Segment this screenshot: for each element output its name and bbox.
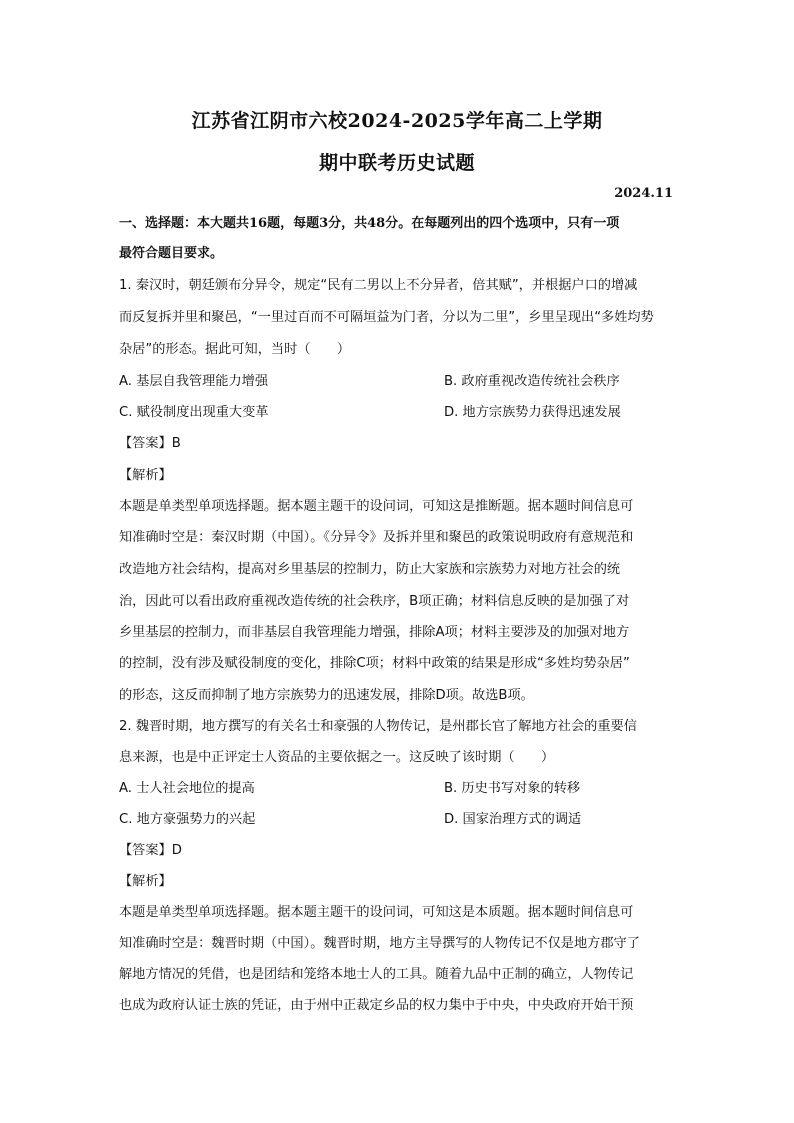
page-title: 江苏省江阴市六校2024-2025学年高二上学期: [191, 110, 603, 132]
question-1-analysis: 本题是单类型单项选择题。据本题主题干的设问词，可知这是推断题。据本题时间信息可: [119, 499, 634, 514]
question-1-option-c: C. 赋役制度出现重大变革: [119, 405, 269, 420]
question-1-option-a: A. 基层自我管理能力增强: [119, 374, 269, 389]
question-1-analysis: 知准确时空是：秦汉时期（中国）。《分异令》及拆并里和聚邑的政策说明政府有意规范和: [119, 530, 634, 545]
question-2-option-c: C. 地方豪强势力的兴起: [119, 812, 256, 827]
question-1-answer: 【答案】B: [119, 436, 181, 451]
question-1-stem: 杂居”的形态。据此可知，当时（ ）: [119, 342, 351, 357]
page-subtitle: 期中联考历史试题: [318, 152, 475, 174]
question-1-analysis: 乡里基层的控制力，而非基层自我管理能力增强，排除A项；材料主要涉及的加强对地方: [119, 625, 630, 640]
question-1-stem: 而反复拆并里和聚邑，“一里过百而不可隔垣益为门者，分以为二里”，乡里呈现出“多姓均势: [119, 310, 654, 325]
question-2-stem: 息来源，也是中正评定士人资品的主要依据之一。这反映了该时期（ ）: [119, 750, 555, 765]
question-2-analysis: 知准确时空是：魏晋时期（中国）。魏晋时期，地方主导撰写的人物传记不仅是地方郡守了: [119, 936, 640, 951]
question-1-stem: 1. 秦汉时，朝廷颁布分异令，规定“民有二男以上不分异者，倍其赋”，并根据户口的增减: [119, 278, 638, 293]
question-2-option-a: A. 士人社会地位的提高: [119, 781, 255, 796]
question-2-answer: 【答案】D: [119, 843, 182, 858]
question-1-analysis: 治，因此可以看出政府重视改造传统的社会秩序，B项正确；材料信息反映的是加强了对: [119, 594, 630, 609]
question-2-option-d: D. 国家治理方式的调适: [444, 812, 582, 827]
question-1-analysis: 的控制，没有涉及赋役制度的变化，排除C项；材料中政策的结果是形成“多姓均势杂居”: [119, 656, 630, 671]
section-header-cont: 最符合题目要求。: [119, 246, 224, 261]
question-2-analysis-label: 【解析】: [119, 874, 172, 889]
question-1-analysis: 的形态，这反而抑制了地方宗族势力的迅速发展，排除D项。故选B项。: [119, 688, 534, 703]
question-2-analysis: 解地方情况的凭借，也是团结和笼络本地士人的工具。随着九品中正制的确立，人物传记: [119, 967, 634, 982]
question-2-analysis: 也成为政府认证士族的凭证，由于州中正裁定乡品的权力集中于中央，中央政府开始干预: [119, 998, 634, 1013]
question-1-option-d: D. 地方宗族势力获得迅速发展: [444, 405, 621, 420]
question-1-analysis: 改造地方社会结构，提高对乡里基层的控制力，防止大家族和宗族势力对地方社会的统: [119, 562, 621, 577]
question-1-analysis-label: 【解析】: [119, 468, 172, 483]
exam-date: 2024.11: [614, 186, 673, 201]
question-2-option-b: B. 历史书写对象的转移: [444, 781, 581, 796]
question-2-analysis: 本题是单类型单项选择题。据本题主题干的设问词，可知这是本质题。据本题时间信息可: [119, 905, 634, 920]
question-1-option-b: B. 政府重视改造传统社会秩序: [444, 374, 620, 389]
question-2-stem: 2. 魏晋时期，地方撰写的有关名士和豪强的人物传记，是州郡长官了解地方社会的重要信: [119, 719, 637, 734]
section-header: 一、选择题：本大题共16题，每题3分，共48分。在每题列出的四个选项中，只有一项: [119, 216, 620, 231]
